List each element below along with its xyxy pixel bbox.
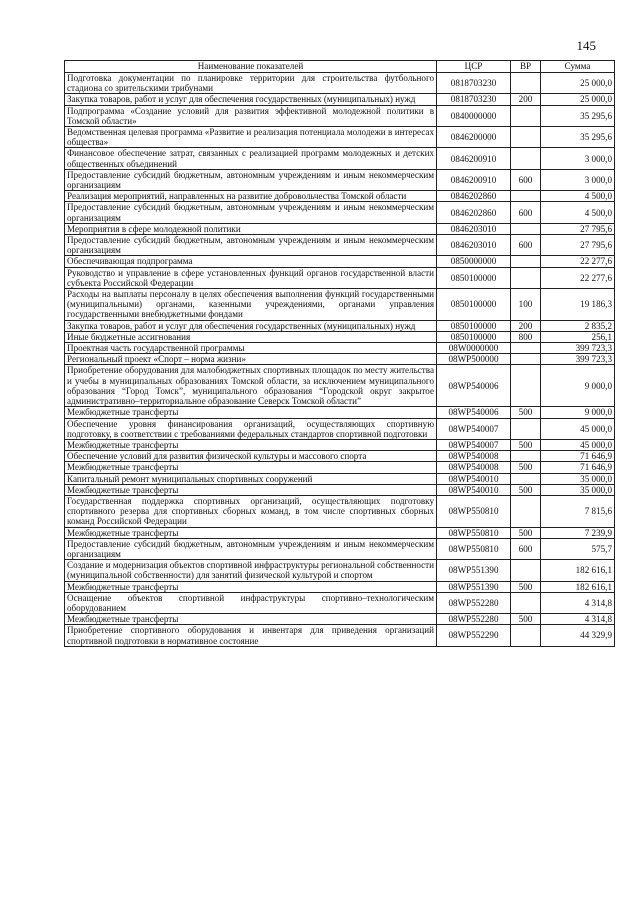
cell-name: Проектная часть государственной программы xyxy=(65,343,437,354)
cell-name: Приобретение спортивного оборудования и инвентаря для приведения организаций спортивной подготовки в нормативное состояние xyxy=(65,625,437,646)
table-row xyxy=(65,202,615,223)
table-row xyxy=(65,581,615,592)
cell-sum: 35 000,0 xyxy=(541,484,615,495)
cell-csr: 08WP540006 xyxy=(437,365,511,407)
cell-vr: 500 xyxy=(511,581,541,592)
cell-csr: 08WP500000 xyxy=(437,354,511,365)
cell-vr xyxy=(511,267,541,288)
cell-vr xyxy=(511,191,541,202)
cell-name: Обеспечение условий для развития физической культуры и массового спорта xyxy=(65,451,437,462)
budget-table xyxy=(64,60,615,647)
cell-vr: 500 xyxy=(511,462,541,473)
cell-csr: 0818703230 xyxy=(437,94,511,105)
cell-name: Межбюджетные трансферты xyxy=(65,581,437,592)
cell-vr xyxy=(511,473,541,484)
cell-csr: 0850100000 xyxy=(437,331,511,342)
cell-name: Капитальный ремонт муниципальных спортивных сооружений xyxy=(65,473,437,484)
cell-sum: 22 277,6 xyxy=(541,267,615,288)
cell-name: Ведомственная целевая программа «Развитие и реализация потенциала молодежи в интересах общества» xyxy=(65,127,437,148)
cell-csr: 08W0000000 xyxy=(437,343,511,354)
cell-vr xyxy=(511,105,541,126)
cell-name: Руководство и управление в сфере установленных функций органов государственной власти субъекта Российской Федерации xyxy=(65,267,437,288)
header-sum: Сумма xyxy=(541,61,615,73)
cell-name: Региональный проект «Спорт – норма жизни» xyxy=(65,354,437,365)
cell-name: Создание и модернизация объектов спортивной инфраструктуры региональной собственности (муниципальной собственности) для занятий физической культурой и спортом xyxy=(65,560,437,581)
cell-name: Обеспечение уровня финансирования организаций, осуществляющих спортивную подготовку, в соответствии с требованиями федеральных стандартов спортивной подготовки xyxy=(65,418,437,439)
table-row xyxy=(65,365,615,407)
cell-csr: 0818703230 xyxy=(437,73,511,94)
cell-sum: 7 239,9 xyxy=(541,527,615,538)
cell-csr: 0846202860 xyxy=(437,202,511,223)
cell-vr xyxy=(511,625,541,646)
cell-vr: 500 xyxy=(511,439,541,450)
table-row xyxy=(65,223,615,234)
table-row xyxy=(65,407,615,418)
table-row xyxy=(65,592,615,613)
cell-csr: 08WP540007 xyxy=(437,439,511,450)
cell-vr xyxy=(511,451,541,462)
cell-vr xyxy=(511,365,541,407)
cell-csr: 08WP540008 xyxy=(437,462,511,473)
cell-name: Государственная поддержка спортивных организаций, осуществляющих подготовку спортивного резерва для спортивных сборных команд, в том числе спортивных сборных команд Российской Федерации xyxy=(65,495,437,527)
table-row xyxy=(65,354,615,365)
cell-name: Межбюджетные трансферты xyxy=(65,462,437,473)
cell-sum: 182 616,1 xyxy=(541,560,615,581)
cell-vr: 600 xyxy=(511,538,541,559)
cell-name: Межбюджетные трансферты xyxy=(65,527,437,538)
cell-sum: 27 795,6 xyxy=(541,223,615,234)
table-row xyxy=(65,473,615,484)
cell-sum: 7 815,6 xyxy=(541,495,615,527)
table-row xyxy=(65,235,615,256)
cell-csr: 0850100000 xyxy=(437,267,511,288)
cell-sum: 45 000,0 xyxy=(541,439,615,450)
table-row xyxy=(65,320,615,331)
cell-sum: 3 000,0 xyxy=(541,169,615,190)
cell-csr: 08WP540007 xyxy=(437,418,511,439)
cell-sum: 35 295,6 xyxy=(541,105,615,126)
cell-sum: 25 000,0 xyxy=(541,73,615,94)
cell-sum: 9 000,0 xyxy=(541,407,615,418)
cell-csr: 0840000000 xyxy=(437,105,511,126)
cell-vr: 600 xyxy=(511,235,541,256)
cell-csr: 08WP550810 xyxy=(437,527,511,538)
cell-sum: 182 616,1 xyxy=(541,581,615,592)
cell-name: Межбюджетные трансферты xyxy=(65,439,437,450)
table-row xyxy=(65,148,615,169)
cell-csr: 0846202860 xyxy=(437,191,511,202)
cell-vr xyxy=(511,354,541,365)
table-row xyxy=(65,484,615,495)
cell-sum: 35 295,6 xyxy=(541,127,615,148)
cell-sum: 4 500,0 xyxy=(541,191,615,202)
cell-vr xyxy=(511,127,541,148)
cell-name: Обеспечивающая подпрограмма xyxy=(65,256,437,267)
cell-csr: 08WP552290 xyxy=(437,625,511,646)
table-row xyxy=(65,127,615,148)
cell-name: Закупка товаров, работ и услуг для обеспечения государственных (муниципальных) нужд xyxy=(65,94,437,105)
cell-csr: 0846203010 xyxy=(437,223,511,234)
cell-sum: 71 646,9 xyxy=(541,462,615,473)
header-csr: ЦСР xyxy=(437,61,511,73)
table-row xyxy=(65,289,615,321)
cell-vr xyxy=(511,256,541,267)
header-vr: ВР xyxy=(511,61,541,73)
cell-csr: 08WP550810 xyxy=(437,538,511,559)
cell-csr: 08WP540010 xyxy=(437,473,511,484)
cell-vr xyxy=(511,223,541,234)
cell-vr xyxy=(511,495,541,527)
cell-csr: 0846203010 xyxy=(437,235,511,256)
cell-sum: 4 314,8 xyxy=(541,592,615,613)
table-row xyxy=(65,343,615,354)
cell-vr: 500 xyxy=(511,484,541,495)
cell-name: Расходы на выплаты персоналу в целях обеспечения выполнения функций государственными (муниципальными) органами, казенными учреждениями, органами управления государственными внебюджетными фондами xyxy=(65,289,437,321)
cell-csr: 0846200910 xyxy=(437,169,511,190)
table-row xyxy=(65,495,615,527)
cell-name: Подготовка документации по планировке территории для строительства футбольного стадиона со зрительскими трибунами xyxy=(65,73,437,94)
page-number: 145 xyxy=(576,38,596,53)
table-row xyxy=(65,418,615,439)
cell-name: Предоставление субсидий бюджетным, автономным учреждениям и иным некоммерческим организациям xyxy=(65,235,437,256)
cell-name: Межбюджетные трансферты xyxy=(65,614,437,625)
table-row xyxy=(65,105,615,126)
cell-vr: 200 xyxy=(511,94,541,105)
cell-sum: 4 314,8 xyxy=(541,614,615,625)
cell-name: Реализация мероприятий, направленных на развитие добровольчества Томской области xyxy=(65,191,437,202)
cell-csr: 0846200000 xyxy=(437,127,511,148)
table-row xyxy=(65,73,615,94)
table-body xyxy=(65,73,615,647)
cell-sum: 22 277,6 xyxy=(541,256,615,267)
cell-sum: 4 500,0 xyxy=(541,202,615,223)
table-row xyxy=(65,169,615,190)
cell-csr: 0850100000 xyxy=(437,320,511,331)
cell-sum: 399 723,3 xyxy=(541,354,615,365)
table-row xyxy=(65,267,615,288)
cell-name: Подпрограмма «Создание условий для развития эффективной молодежной политики в Томской области» xyxy=(65,105,437,126)
table-row xyxy=(65,614,615,625)
cell-sum: 35 000,0 xyxy=(541,473,615,484)
cell-vr: 600 xyxy=(511,169,541,190)
cell-name: Предоставление субсидий бюджетным, автономным учреждениям и иным некоммерческим организациям xyxy=(65,169,437,190)
cell-vr xyxy=(511,148,541,169)
cell-name: Межбюджетные трансферты xyxy=(65,407,437,418)
cell-sum: 27 795,6 xyxy=(541,235,615,256)
cell-name: Финансовое обеспечение затрат, связанных с реализацией программ молодежных и детских общественных объединений xyxy=(65,148,437,169)
cell-sum: 2 835,2 xyxy=(541,320,615,331)
cell-sum: 256,1 xyxy=(541,331,615,342)
cell-name: Межбюджетные трансферты xyxy=(65,484,437,495)
cell-vr: 500 xyxy=(511,527,541,538)
cell-csr: 0850000000 xyxy=(437,256,511,267)
cell-csr: 08WP540010 xyxy=(437,484,511,495)
cell-name: Мероприятия в сфере молодежной политики xyxy=(65,223,437,234)
cell-csr: 08WP551390 xyxy=(437,581,511,592)
cell-sum: 45 000,0 xyxy=(541,418,615,439)
table-row xyxy=(65,538,615,559)
cell-name: Приобретение оборудования для малобюджетных спортивных площадок по месту жительства и учебы в муниципальных образованиях Томской области, за исключением муниципального образования “Город Томск”, муниципального образования “Городской округ закрытое административно–территориальное образование Северск Томской области” xyxy=(65,365,437,407)
cell-sum: 9 000,0 xyxy=(541,365,615,407)
table-row xyxy=(65,462,615,473)
cell-vr: 800 xyxy=(511,331,541,342)
cell-csr: 08WP552280 xyxy=(437,592,511,613)
table-row xyxy=(65,451,615,462)
cell-vr xyxy=(511,343,541,354)
cell-name: Предоставление субсидий бюджетным, автономным учреждениям и иным некоммерческим организациям xyxy=(65,202,437,223)
cell-name: Закупка товаров, работ и услуг для обеспечения государственных (муниципальных) нужд xyxy=(65,320,437,331)
cell-vr xyxy=(511,592,541,613)
cell-vr: 200 xyxy=(511,320,541,331)
table-row xyxy=(65,191,615,202)
cell-vr xyxy=(511,418,541,439)
cell-sum: 19 186,3 xyxy=(541,289,615,321)
cell-csr: 08WP550810 xyxy=(437,495,511,527)
cell-vr: 100 xyxy=(511,289,541,321)
table-row xyxy=(65,439,615,450)
cell-name: Предоставление субсидий бюджетным, автономным учреждениям и иным некоммерческим организациям xyxy=(65,538,437,559)
cell-sum: 399 723,3 xyxy=(541,343,615,354)
table-header-row xyxy=(65,61,615,73)
table-row xyxy=(65,625,615,646)
cell-vr: 500 xyxy=(511,407,541,418)
cell-vr xyxy=(511,560,541,581)
cell-sum: 25 000,0 xyxy=(541,94,615,105)
cell-sum: 44 329,9 xyxy=(541,625,615,646)
cell-csr: 0846200910 xyxy=(437,148,511,169)
cell-name: Оснащение объектов спортивной инфраструктуры спортивно–технологическим оборудованием xyxy=(65,592,437,613)
table-row xyxy=(65,527,615,538)
table-row xyxy=(65,256,615,267)
cell-vr: 600 xyxy=(511,202,541,223)
cell-name: Иные бюджетные ассигнования xyxy=(65,331,437,342)
cell-sum: 3 000,0 xyxy=(541,148,615,169)
cell-vr: 500 xyxy=(511,614,541,625)
table-row xyxy=(65,331,615,342)
cell-csr: 08WP551390 xyxy=(437,560,511,581)
cell-sum: 71 646,9 xyxy=(541,451,615,462)
cell-csr: 08WP540006 xyxy=(437,407,511,418)
cell-csr: 0850100000 xyxy=(437,289,511,321)
cell-sum: 575,7 xyxy=(541,538,615,559)
cell-vr xyxy=(511,73,541,94)
cell-csr: 08WP552280 xyxy=(437,614,511,625)
table-row xyxy=(65,94,615,105)
table-row xyxy=(65,560,615,581)
header-name: Наименование показателей xyxy=(65,61,437,73)
cell-csr: 08WP540008 xyxy=(437,451,511,462)
